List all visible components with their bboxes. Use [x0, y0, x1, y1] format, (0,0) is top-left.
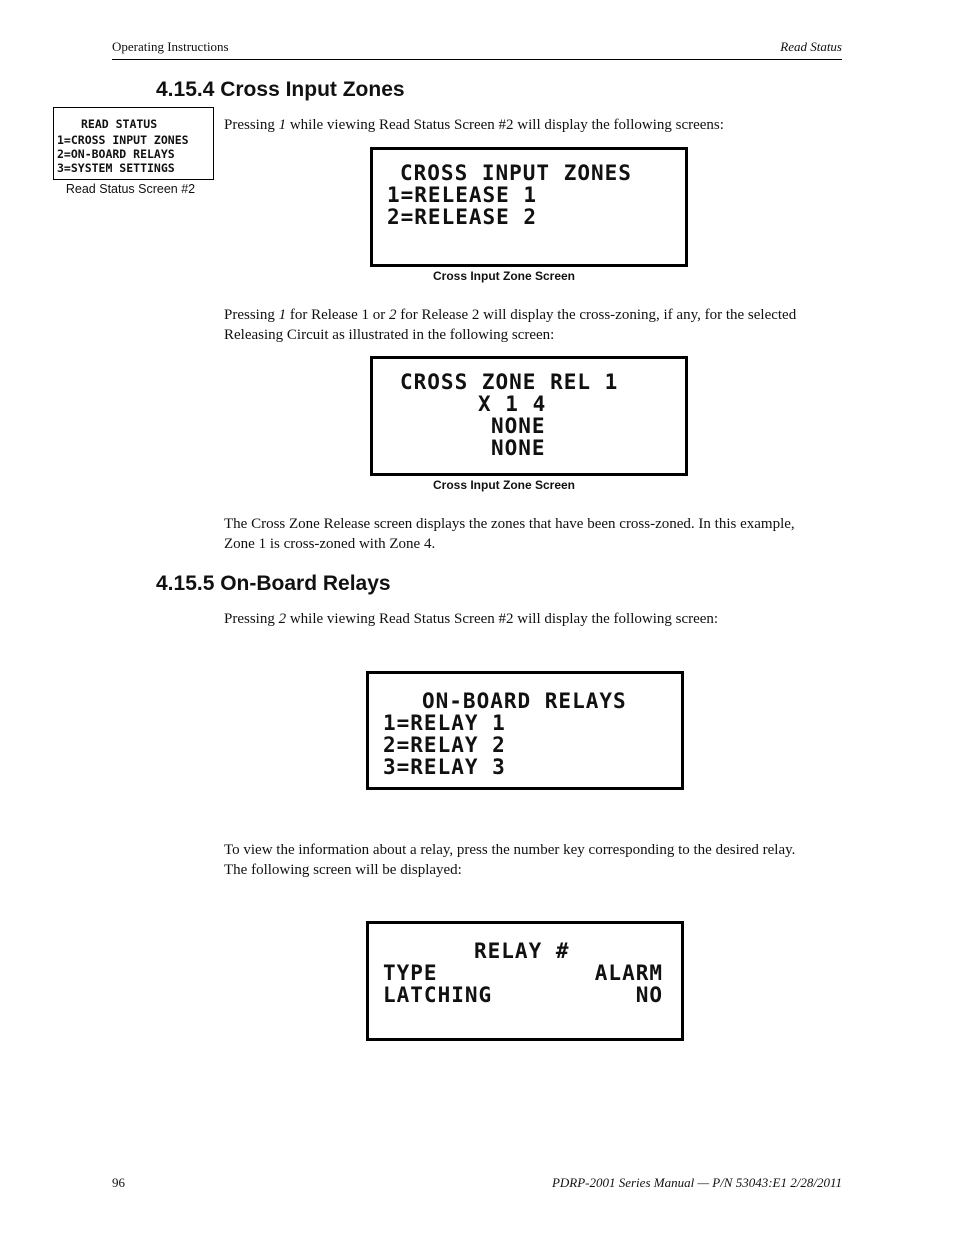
lcd-label: LATCHING	[383, 983, 493, 1007]
read-status-screen-2	[53, 107, 214, 180]
paragraph-view-relay-info: To view the information about a relay, press the number key corresponding to the desired relay. The following screen will be displayed:	[224, 842, 796, 878]
on-board-relays-screen	[366, 671, 684, 790]
cross-input-zone-caption-2: Cross Input Zone Screen	[432, 478, 576, 492]
lcd-line: CROSS INPUT ZONES	[400, 161, 632, 185]
lcd-line: 1=CROSS INPUT ZONES	[57, 133, 189, 147]
cross-input-zones-screen	[370, 147, 688, 267]
lcd-line: 3=RELAY 3	[383, 755, 506, 779]
footer-manual-info: PDRP-2001 Series Manual — P/N 53043:E1 2/28/2011	[551, 1175, 842, 1190]
lcd-line: NONE	[491, 414, 546, 438]
read-status-screen-caption: Read Status Screen #2	[65, 182, 196, 196]
lcd-line: 1=RELEASE 1	[387, 183, 538, 207]
lcd-line: RELAY #	[474, 939, 570, 963]
cross-input-zone-caption: Cross Input Zone Screen	[432, 269, 576, 283]
lcd-line: 2=ON-BOARD RELAYS	[57, 147, 175, 161]
paragraph-pressing-1: Pressing 1 while viewing Read Status Screen #2 will display the following screens:	[224, 117, 724, 133]
lcd-line: CROSS ZONE REL 1	[400, 370, 619, 394]
header-left: Operating Instructions	[112, 39, 229, 54]
paragraph-pressing-2: Pressing 2 while viewing Read Status Screen #2 will display the following screen:	[224, 611, 719, 627]
lcd-label: TYPE	[383, 961, 438, 985]
lcd-line: ON-BOARD RELAYS	[422, 689, 627, 713]
lcd-line: NONE	[491, 436, 546, 460]
lcd-value: NO	[635, 983, 663, 1007]
lcd-line: 1=RELAY 1	[383, 711, 506, 735]
relay-detail-screen	[366, 921, 684, 1041]
lcd-value: ALARM	[594, 961, 663, 985]
lcd-line: READ STATUS	[81, 117, 158, 131]
lcd-line: 2=RELAY 2	[383, 733, 506, 757]
section-title-on-board-relays: 4.15.5 On-Board Relays	[156, 572, 391, 595]
page-number: 96	[112, 1175, 125, 1190]
lcd-line: X 1 4	[478, 392, 547, 416]
lcd-line: 2=RELEASE 2	[387, 205, 538, 229]
header-right: Read Status	[780, 39, 842, 54]
lcd-line: 3=SYSTEM SETTINGS	[57, 161, 175, 175]
cross-zone-release-screen	[370, 356, 688, 476]
header-rule	[112, 59, 842, 60]
paragraph-release-select: Pressing 1 for Release 1 or 2 for Release 2 will display the cross-zoning, if any, for the selected Releasing Circuit as illustrated in the following screen:	[224, 307, 797, 343]
section-title-cross-input-zones: 4.15.4 Cross Input Zones	[156, 78, 405, 101]
paragraph-cross-zone-explanation: The Cross Zone Release screen displays the zones that have been cross-zoned. In this example, Zone 1 is cross-zoned with Zone 4.	[224, 516, 795, 552]
